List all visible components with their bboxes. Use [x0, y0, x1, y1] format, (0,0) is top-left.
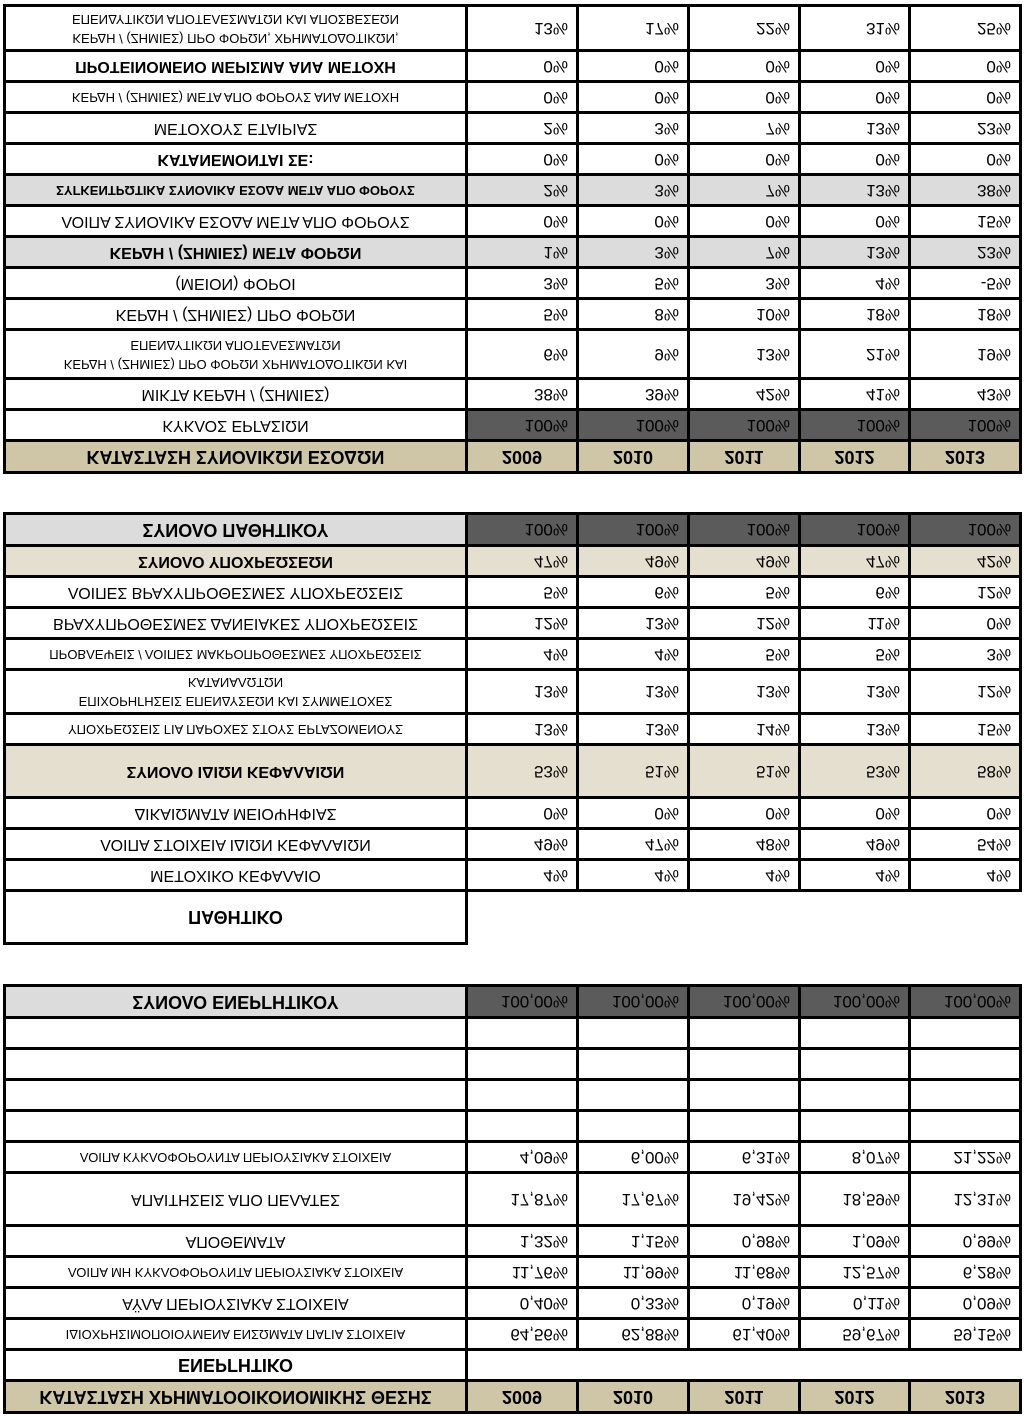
empty-row — [5, 1049, 1021, 1080]
cell-value: 5% — [467, 299, 578, 330]
ebt-row — [5, 299, 1021, 330]
cell-value: 0% — [578, 82, 689, 113]
cell-value: 7% — [689, 113, 800, 144]
cell-value: 100,00% — [689, 986, 800, 1018]
cell-value: 0% — [689, 82, 800, 113]
cell-value: 0% — [467, 144, 578, 175]
cell-value: 0% — [910, 82, 1021, 113]
table-row — [5, 1288, 1021, 1319]
liabilities-table — [3, 512, 1022, 945]
cell-value: 100% — [800, 410, 910, 441]
cell-value: 48% — [689, 829, 800, 860]
cell-value: 1% — [467, 237, 578, 268]
row-label: ΚΕΡΔΗ / (ΖΗΜΙΕΣ) ΜΕΤΑ ΑΠΟ ΦΟΡΟΥΣ ΑΝΑ ΜΕΤΟΧΗ — [5, 82, 467, 113]
cell-value: 0% — [467, 798, 578, 829]
cell-value: 6% — [467, 330, 578, 379]
cell-value: 5% — [689, 577, 800, 608]
cell-value: 11,76% — [467, 1257, 578, 1288]
cell-value: 100,00% — [910, 986, 1021, 1018]
cell-value: 100% — [578, 410, 689, 441]
assets-section-row — [5, 1350, 1021, 1381]
cell-value: 14% — [689, 714, 800, 745]
assets-table — [3, 984, 1022, 1414]
cell-value: 0% — [578, 51, 689, 82]
cell-value: 13% — [800, 670, 910, 714]
table-row — [5, 670, 1021, 714]
cell-value: 49% — [800, 829, 910, 860]
cell-value: 4% — [578, 639, 689, 670]
cell-value: 13% — [689, 670, 800, 714]
cell-value: 0% — [800, 51, 910, 82]
cell-value: 100% — [467, 514, 578, 546]
cell-value: 38% — [910, 175, 1021, 206]
empty-row — [5, 1111, 1021, 1142]
cell-value: 9% — [578, 330, 689, 379]
cell-value: 100,00% — [578, 986, 689, 1018]
row-label: ΛΟΙΠΑ ΜΗ ΚΥΚΛΟΦΟΡΟΥΝΤΑ ΠΕΡΙΟΥΣΙΑΚΑ ΣΤΟΙΧΕΙΑ — [5, 1257, 467, 1288]
cell-value: 2% — [467, 175, 578, 206]
cell-value: 11,99% — [578, 1257, 689, 1288]
row-label: ΛΟΙΠΑ ΚΥΚΛΟΦΟΡΟΥΝΤΑ ΠΕΡΙΟΥΣΙΑΚΑ ΣΤΟΙΧΕΙΑ — [5, 1142, 467, 1173]
cell-value: 47% — [800, 546, 910, 577]
cell-value: 17,67% — [578, 1173, 689, 1226]
cell-value: 5% — [689, 639, 800, 670]
cell-value: 38% — [467, 379, 578, 410]
tax-row — [5, 268, 1021, 299]
cell-value: 1,09% — [800, 1226, 910, 1257]
year-2010: 2010 — [578, 1381, 689, 1413]
cell-value: 3% — [689, 268, 800, 299]
cell-value: 7% — [689, 175, 800, 206]
cell-value: 10% — [689, 299, 800, 330]
cell-value: 0,19% — [689, 1288, 800, 1319]
cell-value: 5% — [467, 577, 578, 608]
cell-value: 47% — [467, 546, 578, 577]
cell-value: 6,00% — [578, 1142, 689, 1173]
cell-value: 64,56% — [467, 1319, 578, 1350]
cell-value: 53% — [800, 745, 910, 798]
row-label-line: ΕΠΕΝΔΥΤΙΚΩΝ ΑΠΟΤΕΛΕΣΜΑΤΩΝ ΚΑΙ ΑΠΟΣΒΕΣΕΩΝ — [71, 12, 400, 27]
cell-value: 13% — [578, 714, 689, 745]
cell-value: 18% — [800, 299, 910, 330]
row-label: ΚΑΤΑΝΕΜΟΝΤΑΙ ΣΕ: — [5, 144, 467, 175]
cell-value: 23% — [910, 113, 1021, 144]
cell-value: 11% — [800, 608, 910, 639]
cell-value: 4,09% — [467, 1142, 578, 1173]
year-2010: 2010 — [578, 441, 689, 473]
cell-value: 21% — [800, 330, 910, 379]
liabilities-total-row — [5, 546, 1021, 577]
cell-value: 0% — [467, 206, 578, 237]
cell-value: 8% — [578, 299, 689, 330]
cell-value: 12% — [910, 577, 1021, 608]
cell-value: 5% — [800, 639, 910, 670]
cell-value: 13% — [800, 175, 910, 206]
ebitda-row — [5, 6, 1021, 51]
table-row — [5, 1173, 1021, 1226]
cell-value: 0% — [800, 206, 910, 237]
cell-value: 0% — [910, 798, 1021, 829]
total-comprehensive-row — [5, 175, 1021, 206]
cell-value: 49% — [578, 546, 689, 577]
cell-value: 3% — [578, 175, 689, 206]
cell-value: 12% — [689, 608, 800, 639]
assets-section-label: ΕΝΕΡΓΗΤΙΚΟ — [5, 1350, 467, 1381]
cell-value: 12,57% — [800, 1257, 910, 1288]
row-label — [5, 6, 467, 51]
grand-total-row — [5, 514, 1021, 546]
cell-value: 100% — [689, 410, 800, 441]
cell-value: 3% — [467, 268, 578, 299]
row-label: ΚΕΡΔΗ / (ΖΗΜΙΕΣ) ΠΡΟ ΦΟΡΩΝ — [5, 299, 467, 330]
assets-title: ΚΑΤΑΣΤΑΣΗ ΧΡΗΜΑΤΟΟΙΚΟΝΟΜΙΚΗΣ ΘΕΣΗΣ — [5, 1381, 467, 1413]
cell-value: 17,87% — [467, 1173, 578, 1226]
table-row — [5, 1319, 1021, 1350]
cell-value: 53% — [467, 745, 578, 798]
cell-value: 51% — [578, 745, 689, 798]
cell-value: 5% — [578, 268, 689, 299]
row-label: ΛΟΙΠΑ ΣΤΟΙΧΕΙΑ ΙΔΙΩΝ ΚΕΦΑΛΑΙΩΝ — [5, 829, 467, 860]
cell-value: 31% — [800, 6, 910, 51]
cell-value: 0,98% — [689, 1226, 800, 1257]
net-income-row — [5, 237, 1021, 268]
cell-value: 17% — [578, 6, 689, 51]
cell-value: 3% — [578, 113, 689, 144]
row-label: ΙΔΙΟΧΡΗΣΙΜΟΠΟΙΟΥΜΕΝΑ ΕΝΣΩΜΑΤΑ ΠΑΓΙΑ ΣΤΟΙΧΕΙΑ — [5, 1319, 467, 1350]
cell-value: 4% — [800, 860, 910, 891]
row-label-line: ΚΑΤΑΝΑΛΩΤΩΝ — [187, 675, 284, 691]
liabilities-section-row — [5, 891, 1021, 944]
row-label — [5, 330, 467, 379]
cell-value: 100% — [910, 410, 1021, 441]
cell-value: 0% — [689, 144, 800, 175]
cell-value: 100% — [689, 514, 800, 546]
cell-value: 49% — [467, 829, 578, 860]
row-label: ΒΡΑΧΥΠΡΟΘΕΣΜΕΣ ΔΑΝΕΙΑΚΕΣ ΥΠΟΧΡΕΩΣΕΙΣ — [5, 608, 467, 639]
row-label: ΑΠΑΙΤΗΣΕΙΣ ΑΠΟ ΠΕΛΑΤΕΣ — [5, 1173, 467, 1226]
cell-value: 51% — [689, 745, 800, 798]
year-2011: 2011 — [689, 1381, 800, 1413]
year-2009: 2009 — [467, 1381, 578, 1413]
table-row — [5, 577, 1021, 608]
cell-value: 4% — [467, 860, 578, 891]
cell-value: 13% — [800, 714, 910, 745]
cell-value: 0,11% — [800, 1288, 910, 1319]
eps-row — [5, 82, 1021, 113]
cell-value: 0,99% — [910, 1226, 1021, 1257]
cell-value: 1,15% — [578, 1226, 689, 1257]
dividend-row — [5, 51, 1021, 82]
cell-value: 59,15% — [910, 1319, 1021, 1350]
cell-value: 4% — [578, 860, 689, 891]
row-label: ΚΕΡΔΗ / (ΖΗΜΙΕΣ) ΜΕΤΑ ΦΟΡΩΝ — [5, 237, 467, 268]
shareholders-row — [5, 113, 1021, 144]
year-2013: 2013 — [910, 1381, 1021, 1413]
blank-area — [467, 891, 1021, 944]
cell-value: 13% — [578, 670, 689, 714]
cell-value: 0% — [467, 82, 578, 113]
cell-value: 19,42% — [689, 1173, 800, 1226]
cell-value: 6% — [800, 577, 910, 608]
cell-value: 1,32% — [467, 1226, 578, 1257]
cell-value: 6,28% — [910, 1257, 1021, 1288]
cell-value: 22% — [689, 6, 800, 51]
cell-value: 0,40% — [467, 1288, 578, 1319]
assets-header-row — [5, 1381, 1021, 1413]
cell-value: 4% — [800, 268, 910, 299]
cell-value: 12% — [910, 670, 1021, 714]
year-2009: 2009 — [467, 441, 578, 473]
cell-value: 13% — [467, 714, 578, 745]
ebit-row — [5, 330, 1021, 379]
empty-row — [5, 1080, 1021, 1111]
cell-value: 62,88% — [578, 1319, 689, 1350]
row-label: ΛΟΙΠΕΣ ΒΡΑΧΥΠΡΟΘΕΣΜΕΣ ΥΠΟΧΡΕΩΣΕΙΣ — [5, 577, 467, 608]
income-title: ΚΑΤΑΣΤΑΣΗ ΣΥΝΟΛΙΚΩΝ ΕΣΟΔΩΝ — [5, 441, 467, 473]
cell-value: 8,07% — [800, 1142, 910, 1173]
cell-value: 59,67% — [800, 1319, 910, 1350]
year-2012: 2012 — [800, 441, 910, 473]
row-label: ΚΥΚΛΟΣ ΕΡΓΑΣΙΩΝ — [5, 410, 467, 441]
cell-value: 0% — [578, 206, 689, 237]
cell-value: 25% — [910, 6, 1021, 51]
cell-value: 100% — [800, 514, 910, 546]
cell-value: 0,09% — [910, 1288, 1021, 1319]
grand-total-label: ΣΥΝΟΛΟ ΠΑΘΗΤΙΚΟΥ — [5, 514, 467, 546]
table-row — [5, 714, 1021, 745]
revenue-row — [5, 410, 1021, 441]
cell-value: -5% — [910, 268, 1021, 299]
cell-value: 15% — [910, 714, 1021, 745]
table-row — [5, 1142, 1021, 1173]
cell-value: 12% — [467, 608, 578, 639]
cell-value: 13% — [689, 330, 800, 379]
income-table — [3, 4, 1022, 474]
cell-value: 58% — [910, 745, 1021, 798]
table-row — [5, 798, 1021, 829]
assets-total-label: ΣΥΝΟΛΟ ΕΝΕΡΓΗΤΙΚΟΥ — [5, 986, 467, 1018]
row-label: ΠΡΟΒΛΕΨΕΙΣ / ΛΟΙΠΕΣ ΜΑΚΡΟΠΡΟΘΕΣΜΕΣ ΥΠΟΧΡΕΩΣΕΙΣ — [5, 639, 467, 670]
row-label: (ΜΕΙΟΝ) ΦΟΡΟΙ — [5, 268, 467, 299]
cell-value: 42% — [689, 379, 800, 410]
cell-value: 0,33% — [578, 1288, 689, 1319]
row-label: ΠΡΟΤΕΙΝΟΜΕΝΟ ΜΕΡΙΣΜΑ ΑΝΑ ΜΕΤΟΧΗ — [5, 51, 467, 82]
cell-value: 4% — [467, 639, 578, 670]
table-row — [5, 829, 1021, 860]
cell-value: 12,31% — [910, 1173, 1021, 1226]
cell-value: 6% — [578, 577, 689, 608]
table-row — [5, 860, 1021, 891]
cell-value: 11,68% — [689, 1257, 800, 1288]
row-label — [5, 670, 467, 714]
cell-value: 13% — [467, 6, 578, 51]
cell-value: 0% — [800, 144, 910, 175]
cell-value: 21,22% — [910, 1142, 1021, 1173]
cell-value: 3% — [910, 639, 1021, 670]
cell-value: 23% — [910, 237, 1021, 268]
cell-value: 43% — [910, 379, 1021, 410]
row-label: ΛΟΙΠΑ ΣΥΝΟΛΙΚΑ ΕΣΟΔΑ ΜΕΤΑ ΑΠΟ ΦΟΡΟΥΣ — [5, 206, 467, 237]
cell-value: 13% — [467, 670, 578, 714]
cell-value: 0% — [578, 798, 689, 829]
table-row — [5, 639, 1021, 670]
year-2011: 2011 — [689, 441, 800, 473]
blank-area — [467, 1350, 1021, 1381]
row-label-line: ΕΠΙΧΟΡΗΓΗΣΕΙΣ ΕΠΕΝΔΥΣΕΩΝ ΚΑΙ ΣΥΜΜΕΤΟΧΕΣ — [78, 694, 393, 710]
cell-value: 0% — [910, 51, 1021, 82]
table-row — [5, 608, 1021, 639]
equity-total-row — [5, 745, 1021, 798]
cell-value: 47% — [578, 829, 689, 860]
cell-value: 2% — [467, 113, 578, 144]
cell-value: 100% — [467, 410, 578, 441]
cell-value: 15% — [910, 206, 1021, 237]
row-label: ΜΙΚΤΑ ΚΕΡΔΗ / (ΖΗΜΙΕΣ) — [5, 379, 467, 410]
cell-value: 18,59% — [800, 1173, 910, 1226]
cell-value: 13% — [800, 113, 910, 144]
table-row — [5, 1257, 1021, 1288]
liabilities-total-label: ΣΥΝΟΛΟ ΥΠΟΧΡΕΩΣΕΩΝ — [5, 546, 467, 577]
cell-value: 0% — [800, 82, 910, 113]
cell-value: 0% — [689, 51, 800, 82]
row-label: ΜΕΤΟΧΙΚΟ ΚΕΦΑΛΑΙΟ — [5, 860, 467, 891]
empty-row — [5, 1018, 1021, 1049]
row-label-line: ΚΕΡΔΗ / (ΖΗΜΙΕΣ) ΠΡΟ ΦΟΡΩΝ, ΧΡΗΜΑΤΟΔΟΤΙΚΩΝ, — [72, 30, 399, 46]
cell-value: 0% — [467, 51, 578, 82]
row-label: ΣΥΓΚΕΝΤΡΩΤΙΚΑ ΣΥΝΟΛΙΚΑ ΕΣΟΔΑ ΜΕΤΑ ΑΠΟ ΦΟΡΟΥΣ — [5, 175, 467, 206]
cell-value: 100% — [578, 514, 689, 546]
cell-value: 0% — [910, 608, 1021, 639]
cell-value: 7% — [689, 237, 800, 268]
row-label: ΜΕΤΟΧΟΥΣ ΕΤΑΙΡΙΑΣ — [5, 113, 467, 144]
row-label: ΥΠΟΧΡΕΩΣΕΙΣ ΓΙΑ ΠΑΡΟΧΕΣ ΣΤΟΥΣ ΕΡΓΑΖΟΜΕΝΟΥΣ — [5, 714, 467, 745]
equity-total-label: ΣΥΝΟΛΟ ΙΔΙΩΝ ΚΕΦΑΛΑΙΩΝ — [5, 745, 467, 798]
cell-value: 0% — [800, 798, 910, 829]
cell-value: 49% — [689, 546, 800, 577]
cell-value: 100% — [910, 514, 1021, 546]
cell-value: 0% — [689, 206, 800, 237]
row-label: ΑΠΟΘΕΜΑΤΑ — [5, 1226, 467, 1257]
cell-value: 0% — [578, 144, 689, 175]
cell-value: 0% — [910, 144, 1021, 175]
liabilities-section-label: ΠΑΘΗΤΙΚΟ — [5, 891, 467, 944]
cell-value: 61,40% — [689, 1319, 800, 1350]
row-label: ΔΙΚΑΙΩΜΑΤΑ ΜΕΙΟΨΗΦΙΑΣ — [5, 798, 467, 829]
assets-total-row — [5, 986, 1021, 1018]
year-2012: 2012 — [800, 1381, 910, 1413]
cell-value: 42% — [910, 546, 1021, 577]
cell-value: 13% — [800, 237, 910, 268]
oci-row — [5, 206, 1021, 237]
cell-value: 13% — [578, 608, 689, 639]
income-header-row — [5, 441, 1021, 473]
row-label-line: ΕΠΕΝΔΥΤΙΚΩΝ ΑΠΟΤΕΛΕΣΜΑΤΩΝ — [130, 338, 341, 353]
cell-value: 4% — [910, 860, 1021, 891]
cell-value: 4% — [689, 860, 800, 891]
cell-value: 54% — [910, 829, 1021, 860]
cell-value: 100,00% — [800, 986, 910, 1018]
allocated-row — [5, 144, 1021, 175]
cell-value: 3% — [578, 237, 689, 268]
gross-profit-row — [5, 379, 1021, 410]
cell-value: 6,31% — [689, 1142, 800, 1173]
row-label-line: ΚΕΡΔΗ / (ΖΗΜΙΕΣ) ΠΡΟ ΦΟΡΩΝ ΧΡΗΜΑΤΟΔΟΤΙΚΩΝ ΚΑΙ — [63, 356, 408, 372]
cell-value: 18% — [910, 299, 1021, 330]
cell-value: 41% — [800, 379, 910, 410]
cell-value: 100,00% — [467, 986, 578, 1018]
year-2013: 2013 — [910, 441, 1021, 473]
cell-value: 0% — [689, 798, 800, 829]
row-label: ΑΫΛΑ ΠΕΡΙΟΥΣΙΑΚΑ ΣΤΟΙΧΕΙΑ — [5, 1288, 467, 1319]
table-row — [5, 1226, 1021, 1257]
cell-value: 39% — [578, 379, 689, 410]
cell-value: 19% — [910, 330, 1021, 379]
